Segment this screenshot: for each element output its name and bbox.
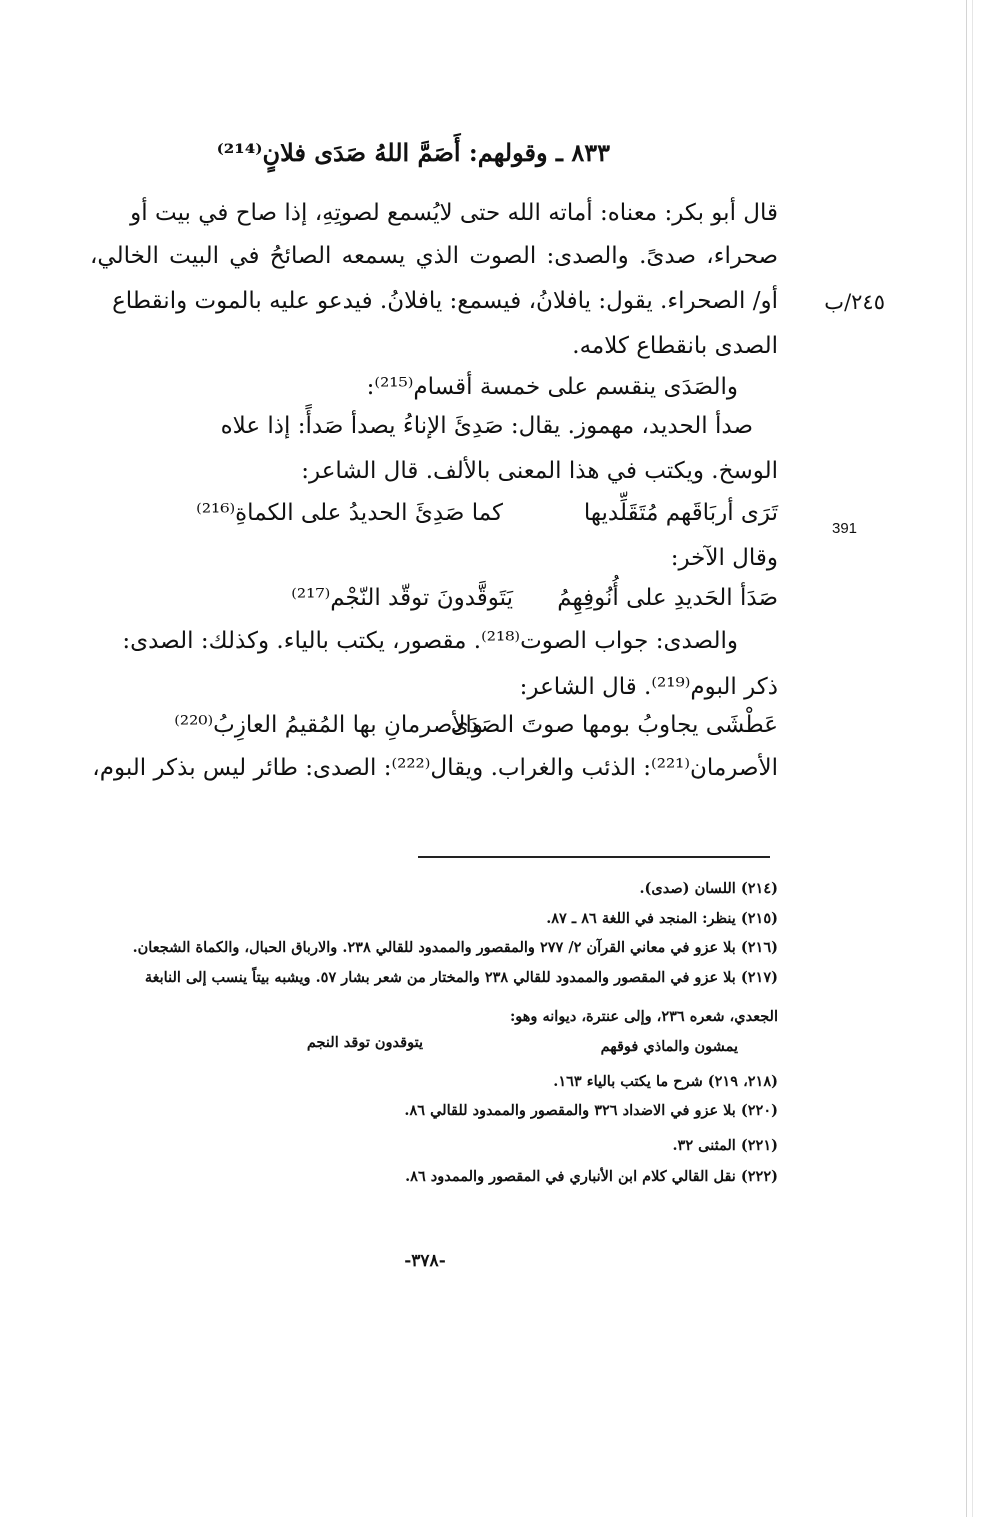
page-edge-line bbox=[966, 0, 967, 1517]
verse-hemistich: صَدَأ الحَديدِ على أُنُوفِهِمُ bbox=[557, 585, 778, 611]
footnote-verse: يمشون والماذي فوقهم bbox=[600, 1038, 738, 1055]
verse-hemistich: والأصرمانِ بها المُقيمُ العازِبُ⁽²²⁰⁾ bbox=[174, 712, 483, 738]
verse-hemistich: كما صَدِئَ الحديدُ على الكماةِ⁽²¹⁶⁾ bbox=[196, 500, 503, 526]
footnote: (٢١٥) ينظر: المنجد في اللغة ٨٦ ـ ٨٧. bbox=[546, 910, 778, 927]
body-line: والصدى: جواب الصوت⁽²¹⁸⁾. مقصور، يكتب بالياء. وكذلك: الصدى: bbox=[122, 628, 738, 654]
page-reference: 391 bbox=[832, 520, 858, 537]
footnote: (٢٢٠) بلا عزو في الاضداد ٣٢٦ والمقصور والممدود للقالي ٨٦. bbox=[404, 1102, 778, 1119]
footnote: (٢١٦) بلا عزو في معاني القرآن ٢/ ٢٧٧ والمقصور والممدود للقالي ٢٣٨. والارباق الحبال، والكماة الشجعان. bbox=[132, 939, 778, 956]
body-line: صدأ الحديد، مهموز. يقال: صَدِئَ الإناءُ يصدأ صَدأً: إذا علاه bbox=[220, 413, 753, 439]
verse-hemistich: عَطْشَى يجاوبُ بومها صوتَ الصَدَى bbox=[450, 712, 778, 738]
body-line: قال أبو بكر: معناه: أماته الله حتى لايُسمع لصوتِهِ، إذا صاح في بيت أو bbox=[130, 200, 778, 226]
body-line: أو/ الصحراء. يقول: يافلانُ، فيسمع: يافلانُ. فيدعو عليه بالموت وانقطاع bbox=[112, 288, 778, 314]
footnote: الجعدي، شعره ٢٣٦، وإلى عنترة، ديوانه وهو: bbox=[509, 1008, 778, 1025]
body-line: الأصرمان⁽²²¹⁾: الذئب والغراب. ويقال⁽²²²⁾: الصدى: طائر ليس بذكر البوم، bbox=[92, 755, 778, 781]
footnote: (٢٢١) المثنى ٣٢. bbox=[672, 1137, 778, 1154]
body-line: وقال الآخر: bbox=[670, 545, 778, 571]
footnote: (٢١٧) بلا عزو في المقصور والممدود للقالي ٢٣٨ والمختار من شعر بشار ٥٧. ويشبه بيتاً ينسب إلى النابغة bbox=[144, 969, 778, 986]
body-line: الصدى بانقطاع كلامه. bbox=[572, 333, 778, 359]
page-edge-line bbox=[972, 0, 973, 1517]
body-line: الوسخ. ويكتب في هذا المعنى بالألف. قال الشاعر: bbox=[301, 458, 778, 484]
footnote: (٢١٤) اللسان (صدى). bbox=[639, 880, 778, 897]
footnote-separator bbox=[418, 856, 770, 858]
footnote: (٢٢٢) نقل القالي كلام ابن الأنباري في المقصور والممدود ٨٦. bbox=[405, 1168, 778, 1185]
body-line: والصَدَى ينقسم على خمسة أقسام⁽²¹⁵⁾: bbox=[366, 374, 738, 400]
footnote: (٢١٨، ٢١٩) شرح ما يكتب بالياء ١٦٣. bbox=[553, 1073, 778, 1090]
body-line: ذكر البوم⁽²¹⁹⁾. قال الشاعر: bbox=[519, 674, 778, 700]
entry-title: ٨٣٣ ـ وقولهم: أَصَمَّ اللهُ صَدَى فلانٍ⁽²¹⁴⁾ bbox=[216, 138, 610, 167]
footnote-verse: يتوقدون توقد النجم bbox=[306, 1034, 423, 1051]
body-line: صحراء، صدىً. والصدى: الصوت الذي يسمعه الصائحُ في البيت الخالي، bbox=[90, 243, 778, 269]
folio-reference: ٢٤٥/ب bbox=[824, 290, 885, 314]
verse-hemistich: تَرَى أربَاقَهم مُتَقَلِّديها bbox=[583, 500, 778, 526]
verse-hemistich: يَتَوقَّدونَ توقّد النّجْم⁽²¹⁷⁾ bbox=[291, 585, 513, 611]
page-number: -٣٧٨- bbox=[404, 1251, 446, 1271]
